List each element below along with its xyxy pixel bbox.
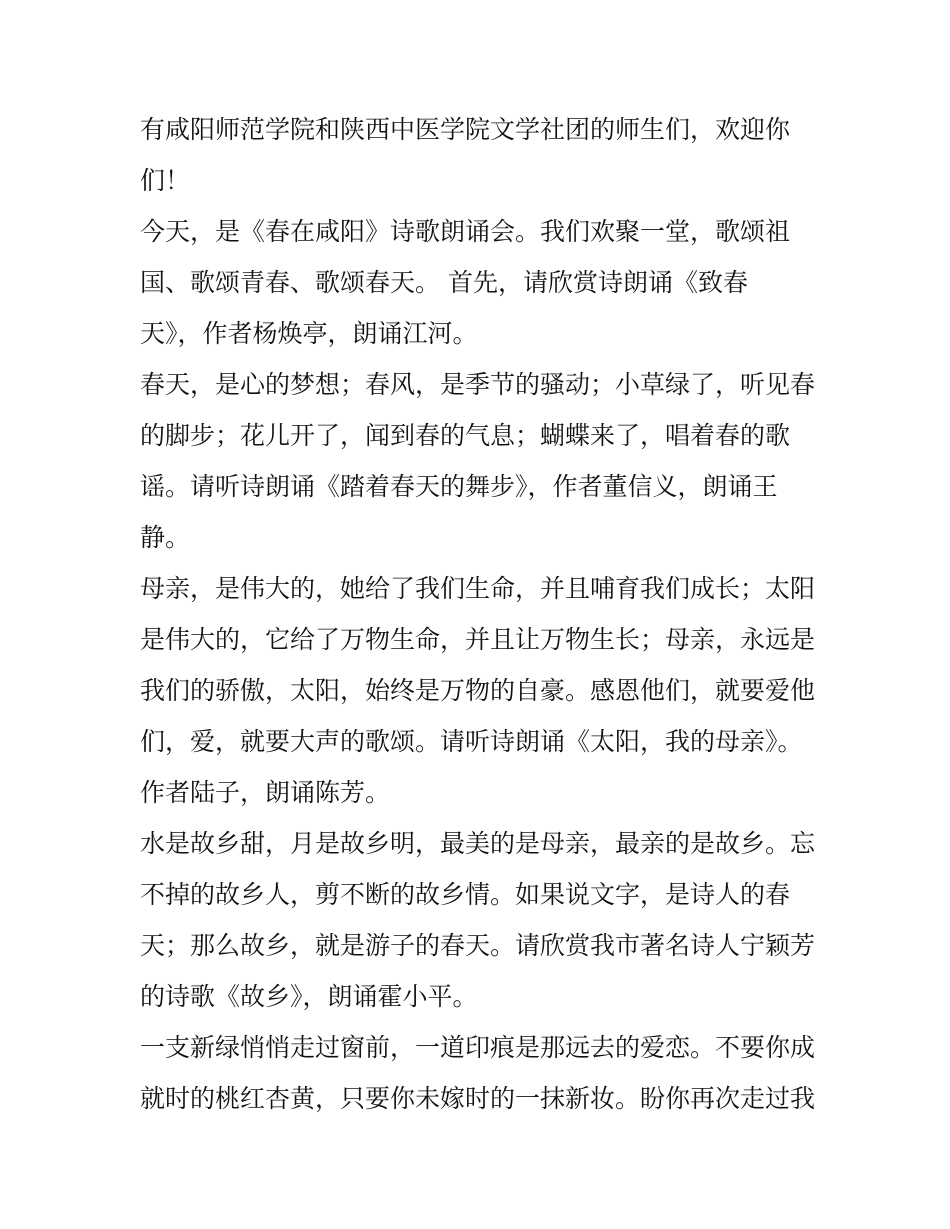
text-line: 作者陆子，朗诵陈芳。 [140,778,391,807]
text-line: 的诗歌《故乡》，朗诵霍小平。 [140,982,478,1011]
text-line: 谣。请听诗朗诵《踏着春天的舞步》，作者董信义，朗诵王 [140,472,778,501]
text-line: 们！ [140,166,191,195]
text-line: 的脚步；花儿开了，闻到春的气息；蝴蝶来了，唱着春的歌 [140,421,791,450]
text-line: 不掉的故乡人，剪不断的故乡情。如果说文字，是诗人的春 [140,880,791,909]
text-line: 们，爱，就要大声的歌颂。请听诗朗诵《太阳，我的母亲》。 [140,727,803,756]
text-line: 一支新绿悄悄走过窗前，一道印痕是那远去的爱恋。不要你成 [140,1033,816,1062]
text-line: 有咸阳师范学院和陕西中医学院文学社团的师生们，欢迎你 [140,115,791,144]
text-line: 今天，是《春在咸阳》诗歌朗诵会。我们欢聚一堂，歌颂祖 [140,217,791,246]
text-line: 天》，作者杨焕亭，朗诵江河。 [140,319,478,348]
text-line: 静。 [140,523,191,552]
document-body [140,104,830,1124]
text-line: 水是故乡甜，月是故乡明，最美的是母亲，最亲的是故乡。忘 [140,829,816,858]
text-line: 天；那么故乡，就是游子的春天。请欣赏我市著名诗人宁颖芳 [140,931,816,960]
text-line: 我们的骄傲，太阳，始终是万物的自豪。感恩他们，就要爱他 [140,676,816,705]
text-line: 就时的桃红杏黄，只要你未嫁时的一抹新妆。盼你再次走过我 [140,1084,816,1113]
text-line: 国、歌颂青春、歌颂春天。 首先，请欣赏诗朗诵《致春 [140,268,748,297]
text-line: 春天，是心的梦想；春风，是季节的骚动；小草绿了，听见春 [140,370,816,399]
text-line: 是伟大的，它给了万物生命，并且让万物生长；母亲，永远是 [140,625,816,654]
text-line: 母亲，是伟大的，她给了我们生命，并且哺育我们成长；太阳 [140,574,816,603]
